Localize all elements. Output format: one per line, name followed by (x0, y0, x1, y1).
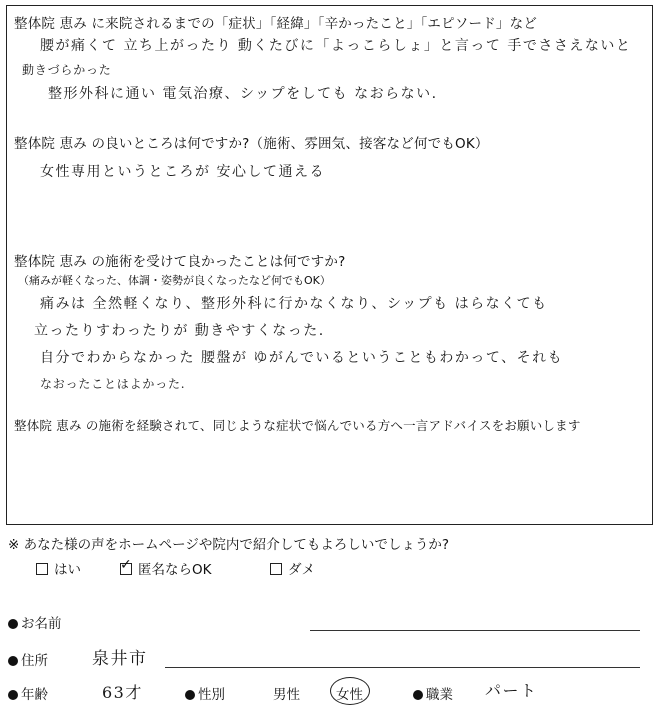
check-mark-icon: ✓ (120, 557, 132, 573)
consent-option-yes-label: はい (54, 562, 81, 578)
q1-answer-line-1: 腰が痛くて 立ち上がったり 動くたびに「よっこらしょ」と言って 手でささえないと (40, 38, 632, 54)
job-label: 職業 (426, 687, 453, 703)
bullet-icon (8, 690, 18, 700)
q3-title: 整体院 恵み の施術を受けて良かったことは何ですか? (14, 254, 346, 270)
age-value: 63才 (102, 683, 143, 702)
checkbox-no[interactable] (270, 563, 282, 575)
checkbox-anonymous[interactable] (120, 557, 132, 575)
name-label: お名前 (21, 616, 62, 632)
selected-circle-icon (330, 677, 370, 705)
q1-answer-line-2: 動きづらかった (22, 63, 112, 77)
q3-answer-line-4: なおったことはよかった. (40, 377, 186, 391)
name-underline[interactable] (310, 630, 640, 631)
q1-answer-line-3: 整形外科に通い 電気治療、シップをしても なおらない. (48, 86, 438, 102)
q3-subtitle: （痛みが軽くなった、体調・姿勢が良くなったなど何でもOK） (18, 274, 331, 287)
job-label-row (413, 683, 453, 703)
gender-option-female[interactable]: 女性 (336, 687, 363, 703)
address-value: 泉井市 (92, 649, 148, 669)
consent-option-anonymous-label: 匿名ならOK (138, 562, 212, 578)
q2-title: 整体院 恵み の良いところは何ですか?（施術、雰囲気、接客など何でもOK） (14, 136, 489, 152)
bullet-icon (413, 690, 423, 700)
gender-option-male[interactable]: 男性 (273, 687, 300, 703)
gender-label: 性別 (198, 687, 225, 703)
q2-answer-line-1: 女性専用というところが 安心して通える (40, 164, 325, 180)
q4-title: 整体院 恵み の施術を経験されて、同じような症状で悩んでいる方へ一言アドバイスをお願いします (14, 418, 581, 433)
address-label: 住所 (21, 653, 48, 669)
consent-option-anonymous[interactable] (120, 558, 211, 578)
job-value: パート (485, 681, 538, 700)
age-label: 年齢 (21, 687, 48, 703)
gender-label-row (185, 683, 225, 703)
consent-option-yes[interactable] (36, 558, 81, 578)
bullet-icon (185, 690, 195, 700)
checkbox-yes[interactable] (36, 563, 48, 575)
address-label-row (8, 649, 48, 669)
bullet-icon (8, 656, 18, 666)
consent-option-no[interactable] (270, 558, 315, 578)
q3-answer-line-3: 自分でわからなかった 腰盤が ゆがんでいるということもわかって、それも (40, 350, 564, 366)
consent-option-no-label: ダメ (288, 562, 315, 578)
address-underline[interactable] (165, 667, 640, 668)
name-label-row (8, 612, 62, 632)
q3-answer-line-1: 痛みは 全然軽くなり、整形外科に行かなくなり、シップも はらなくても (40, 296, 548, 312)
consent-question: ※ あなた様の声をホームページや院内で紹介してもよろしいでしょうか? (8, 537, 449, 553)
q1-title: 整体院 恵み に来院されるまでの「症状」「経緯」「辛かったこと」「エピソード」など (14, 16, 538, 32)
age-label-row (8, 683, 48, 703)
q3-answer-line-2: 立ったりすわったりが 動きやすくなった. (34, 323, 325, 339)
bullet-icon (8, 619, 18, 629)
